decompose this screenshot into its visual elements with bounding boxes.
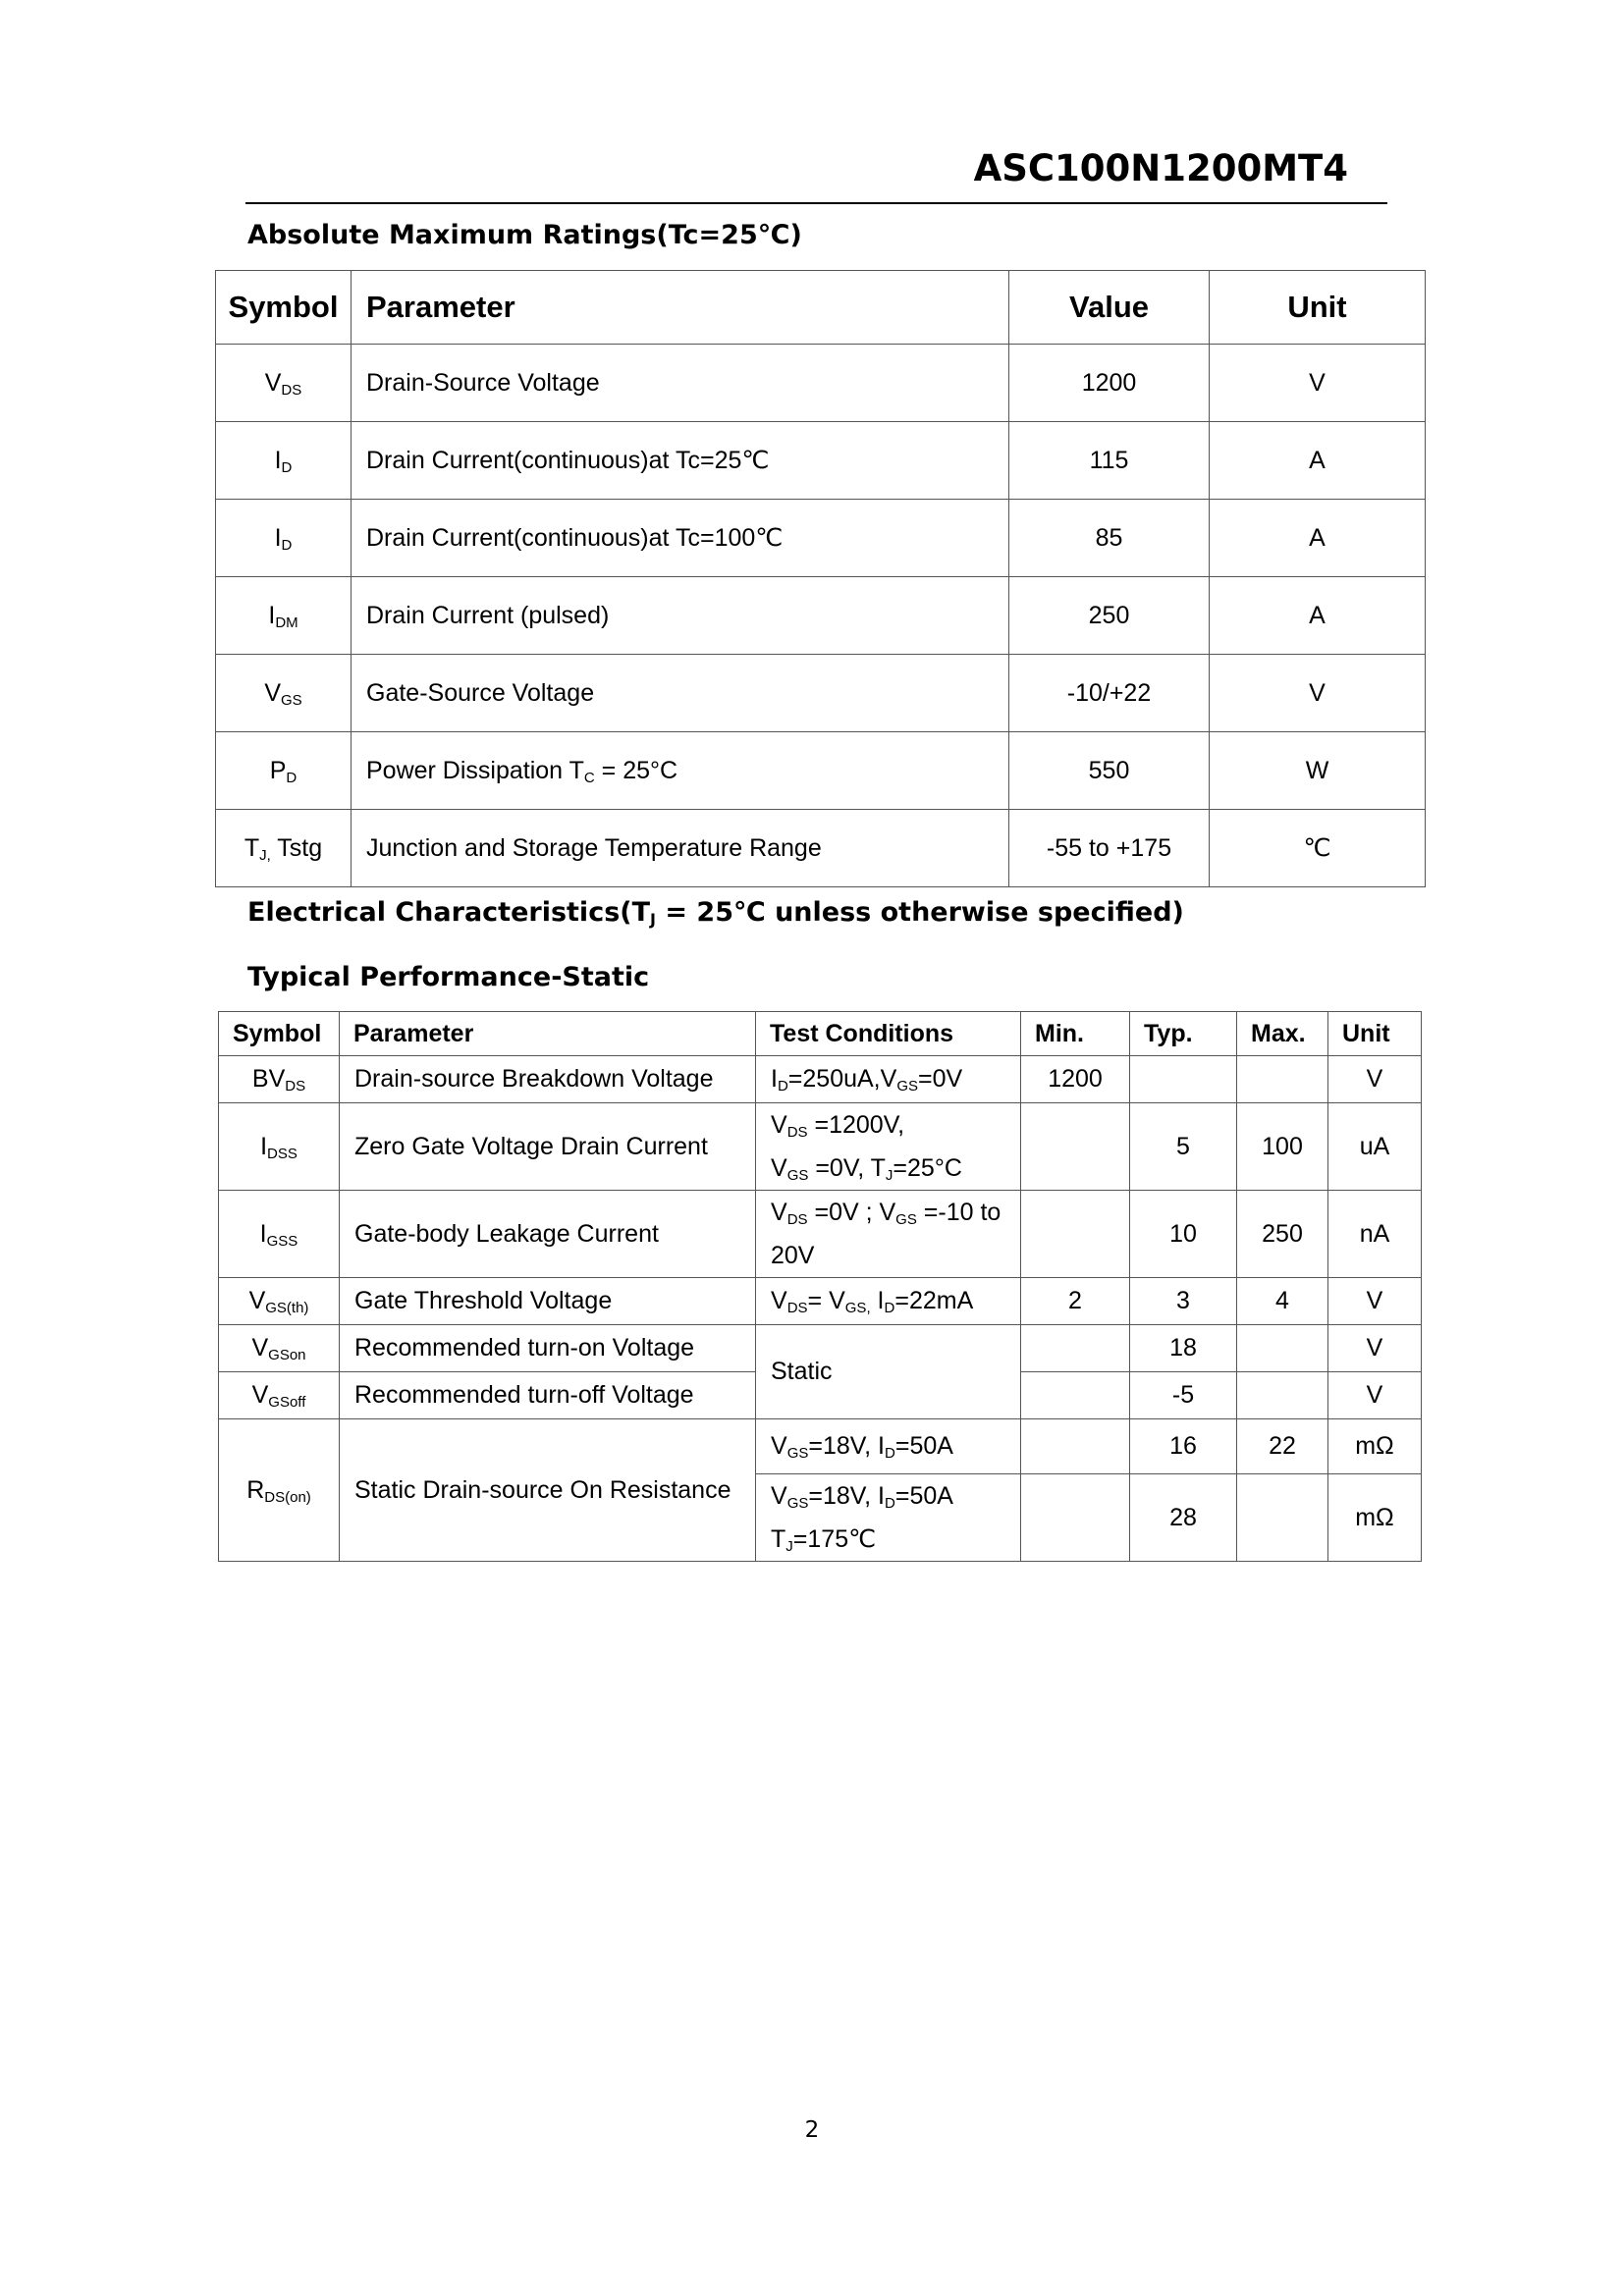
parameter-cell: Drain Current(continuous)at Tc=25℃	[352, 422, 1009, 500]
table-row	[219, 1056, 1422, 1103]
table-row	[216, 500, 1426, 577]
max-cell: 250	[1237, 1191, 1328, 1278]
value-cell: -10/+22	[1009, 655, 1210, 732]
unit-cell: V	[1210, 655, 1426, 732]
table-row	[219, 1325, 1422, 1372]
parameter-cell: Gate Threshold Voltage	[340, 1278, 756, 1325]
col-test-conditions: Test Conditions	[756, 1012, 1021, 1056]
parameter-cell: Drain Current (pulsed)	[352, 577, 1009, 655]
unit-cell: mΩ	[1328, 1419, 1422, 1474]
col-unit: Unit	[1328, 1012, 1422, 1056]
symbol-cell: $R_{DS(on)}$	[219, 1419, 340, 1562]
min-cell: 1200	[1021, 1056, 1130, 1103]
typ-cell: 10	[1130, 1191, 1237, 1278]
parameter-cell: Gate-body Leakage Current	[340, 1191, 756, 1278]
max-cell	[1237, 1056, 1328, 1103]
symbol-cell: $I_{DM}$	[216, 577, 352, 655]
min-cell	[1021, 1325, 1130, 1372]
min-cell	[1021, 1372, 1130, 1419]
static-performance-table	[218, 1011, 1422, 1562]
value-cell: 85	[1009, 500, 1210, 577]
section-subtitle-static: Typical Performance-Static	[247, 962, 650, 992]
unit-cell: V	[1328, 1325, 1422, 1372]
unit-cell: V	[1328, 1056, 1422, 1103]
parameter-cell: Gate-Source Voltage	[352, 655, 1009, 732]
symbol-cell: $V_{GSon}$	[219, 1325, 340, 1372]
table-row	[219, 1278, 1422, 1325]
unit-cell: V	[1328, 1278, 1422, 1325]
condition-cell: Static	[756, 1325, 1021, 1419]
value-cell: -55 to +175	[1009, 810, 1210, 887]
unit-cell: A	[1210, 422, 1426, 500]
typ-cell: 16	[1130, 1419, 1237, 1474]
table-row	[219, 1103, 1422, 1191]
typ-cell: -5	[1130, 1372, 1237, 1419]
symbol-cell: $V_{DS}$	[216, 345, 352, 422]
parameter-cell: Drain-Source Voltage	[352, 345, 1009, 422]
symbol-cell: $P_D$	[216, 732, 352, 810]
unit-cell: ℃	[1210, 810, 1426, 887]
unit-cell: nA	[1328, 1191, 1422, 1278]
symbol-cell: $I_D$	[216, 422, 352, 500]
col-unit: Unit	[1210, 271, 1426, 345]
typ-cell: 18	[1130, 1325, 1237, 1372]
col-min: Min.	[1021, 1012, 1130, 1056]
unit-cell: V	[1328, 1372, 1422, 1419]
value-cell: 550	[1009, 732, 1210, 810]
typ-cell: 5	[1130, 1103, 1237, 1191]
table-row	[216, 810, 1426, 887]
symbol-cell: $BV_{DS}$	[219, 1056, 340, 1103]
min-cell	[1021, 1419, 1130, 1474]
table-row	[216, 422, 1426, 500]
table-row	[216, 655, 1426, 732]
condition-cell: $V_{GS}=18V$, $I_D=50A$	[756, 1419, 1021, 1474]
table-row	[216, 732, 1426, 810]
symbol-cell: $V_{GS(th)}$	[219, 1278, 340, 1325]
unit-cell: uA	[1328, 1103, 1422, 1191]
parameter-cell: Recommended turn-off Voltage	[340, 1372, 756, 1419]
col-parameter: Parameter	[340, 1012, 756, 1056]
condition-cell: $I_D=250uA,V_{GS}=0V$	[756, 1056, 1021, 1103]
col-symbol: Symbol	[219, 1012, 340, 1056]
table-row	[219, 1419, 1422, 1474]
unit-cell: W	[1210, 732, 1426, 810]
page-header	[245, 147, 1387, 204]
value-cell: 1200	[1009, 345, 1210, 422]
symbol-cell: $V_{GSoff}$	[219, 1372, 340, 1419]
parameter-cell: Recommended turn-on Voltage	[340, 1325, 756, 1372]
typ-cell: 3	[1130, 1278, 1237, 1325]
absolute-max-ratings-table	[215, 270, 1426, 887]
symbol-cell: $I_{DSS}$	[219, 1103, 340, 1191]
condition-cell: $V_{DS} =1200V$, $V_{GS} =0V$, $T_J=25^\circ C$	[756, 1103, 1021, 1191]
col-max: Max.	[1237, 1012, 1328, 1056]
condition-cell: $V_{DS} =0V$ ; $V_{GS} =-10$ to 20V	[756, 1191, 1021, 1278]
part-number: ASC100N1200MT4	[973, 147, 1348, 189]
page-number: 2	[804, 2117, 820, 2143]
min-cell	[1021, 1103, 1130, 1191]
unit-cell: V	[1210, 345, 1426, 422]
condition-cell: $V_{GS}=18V$, $I_D=50A$ $T_J=175℃$	[756, 1474, 1021, 1562]
col-value: Value	[1009, 271, 1210, 345]
symbol-cell: $I_{GSS}$	[219, 1191, 340, 1278]
parameter-cell: Power Dissipation $T_C = 25^\circ C$	[352, 732, 1009, 810]
section-title-electrical: Electrical $Characteristics(T_J$ = 25℃ unless otherwise specified)	[247, 897, 1184, 929]
max-cell: 100	[1237, 1103, 1328, 1191]
section-title-absolute-max: Absolute Maximum Ratings(Tc=25℃)	[247, 220, 802, 250]
max-cell: 4	[1237, 1278, 1328, 1325]
symbol-cell: $V_{GS}$	[216, 655, 352, 732]
parameter-cell: Zero Gate Voltage Drain Current	[340, 1103, 756, 1191]
max-cell	[1237, 1372, 1328, 1419]
parameter-cell: Static Drain-source On Resistance	[340, 1419, 756, 1562]
table-row	[216, 345, 1426, 422]
value-cell: 250	[1009, 577, 1210, 655]
value-cell: 115	[1009, 422, 1210, 500]
min-cell	[1021, 1191, 1130, 1278]
parameter-cell: Junction and Storage Temperature Range	[352, 810, 1009, 887]
condition-cell: $V_{DS}= V_{GS,}$ $I_D=22mA$	[756, 1278, 1021, 1325]
parameter-cell: Drain-source Breakdown Voltage	[340, 1056, 756, 1103]
min-cell	[1021, 1474, 1130, 1562]
table-header-row	[216, 271, 1426, 345]
typ-cell	[1130, 1056, 1237, 1103]
table-header-row	[219, 1012, 1422, 1056]
parameter-cell: Drain Current(continuous)at Tc=100℃	[352, 500, 1009, 577]
table-row	[216, 577, 1426, 655]
symbol-cell: $I_D$	[216, 500, 352, 577]
max-cell	[1237, 1325, 1328, 1372]
col-symbol: Symbol	[216, 271, 352, 345]
symbol-cell: $T_{J,}$ Tstg	[216, 810, 352, 887]
col-typ: Typ.	[1130, 1012, 1237, 1056]
unit-cell: mΩ	[1328, 1474, 1422, 1562]
col-parameter: Parameter	[352, 271, 1009, 345]
unit-cell: A	[1210, 577, 1426, 655]
max-cell	[1237, 1474, 1328, 1562]
table-row	[219, 1191, 1422, 1278]
min-cell: 2	[1021, 1278, 1130, 1325]
unit-cell: A	[1210, 500, 1426, 577]
max-cell: 22	[1237, 1419, 1328, 1474]
typ-cell: 28	[1130, 1474, 1237, 1562]
